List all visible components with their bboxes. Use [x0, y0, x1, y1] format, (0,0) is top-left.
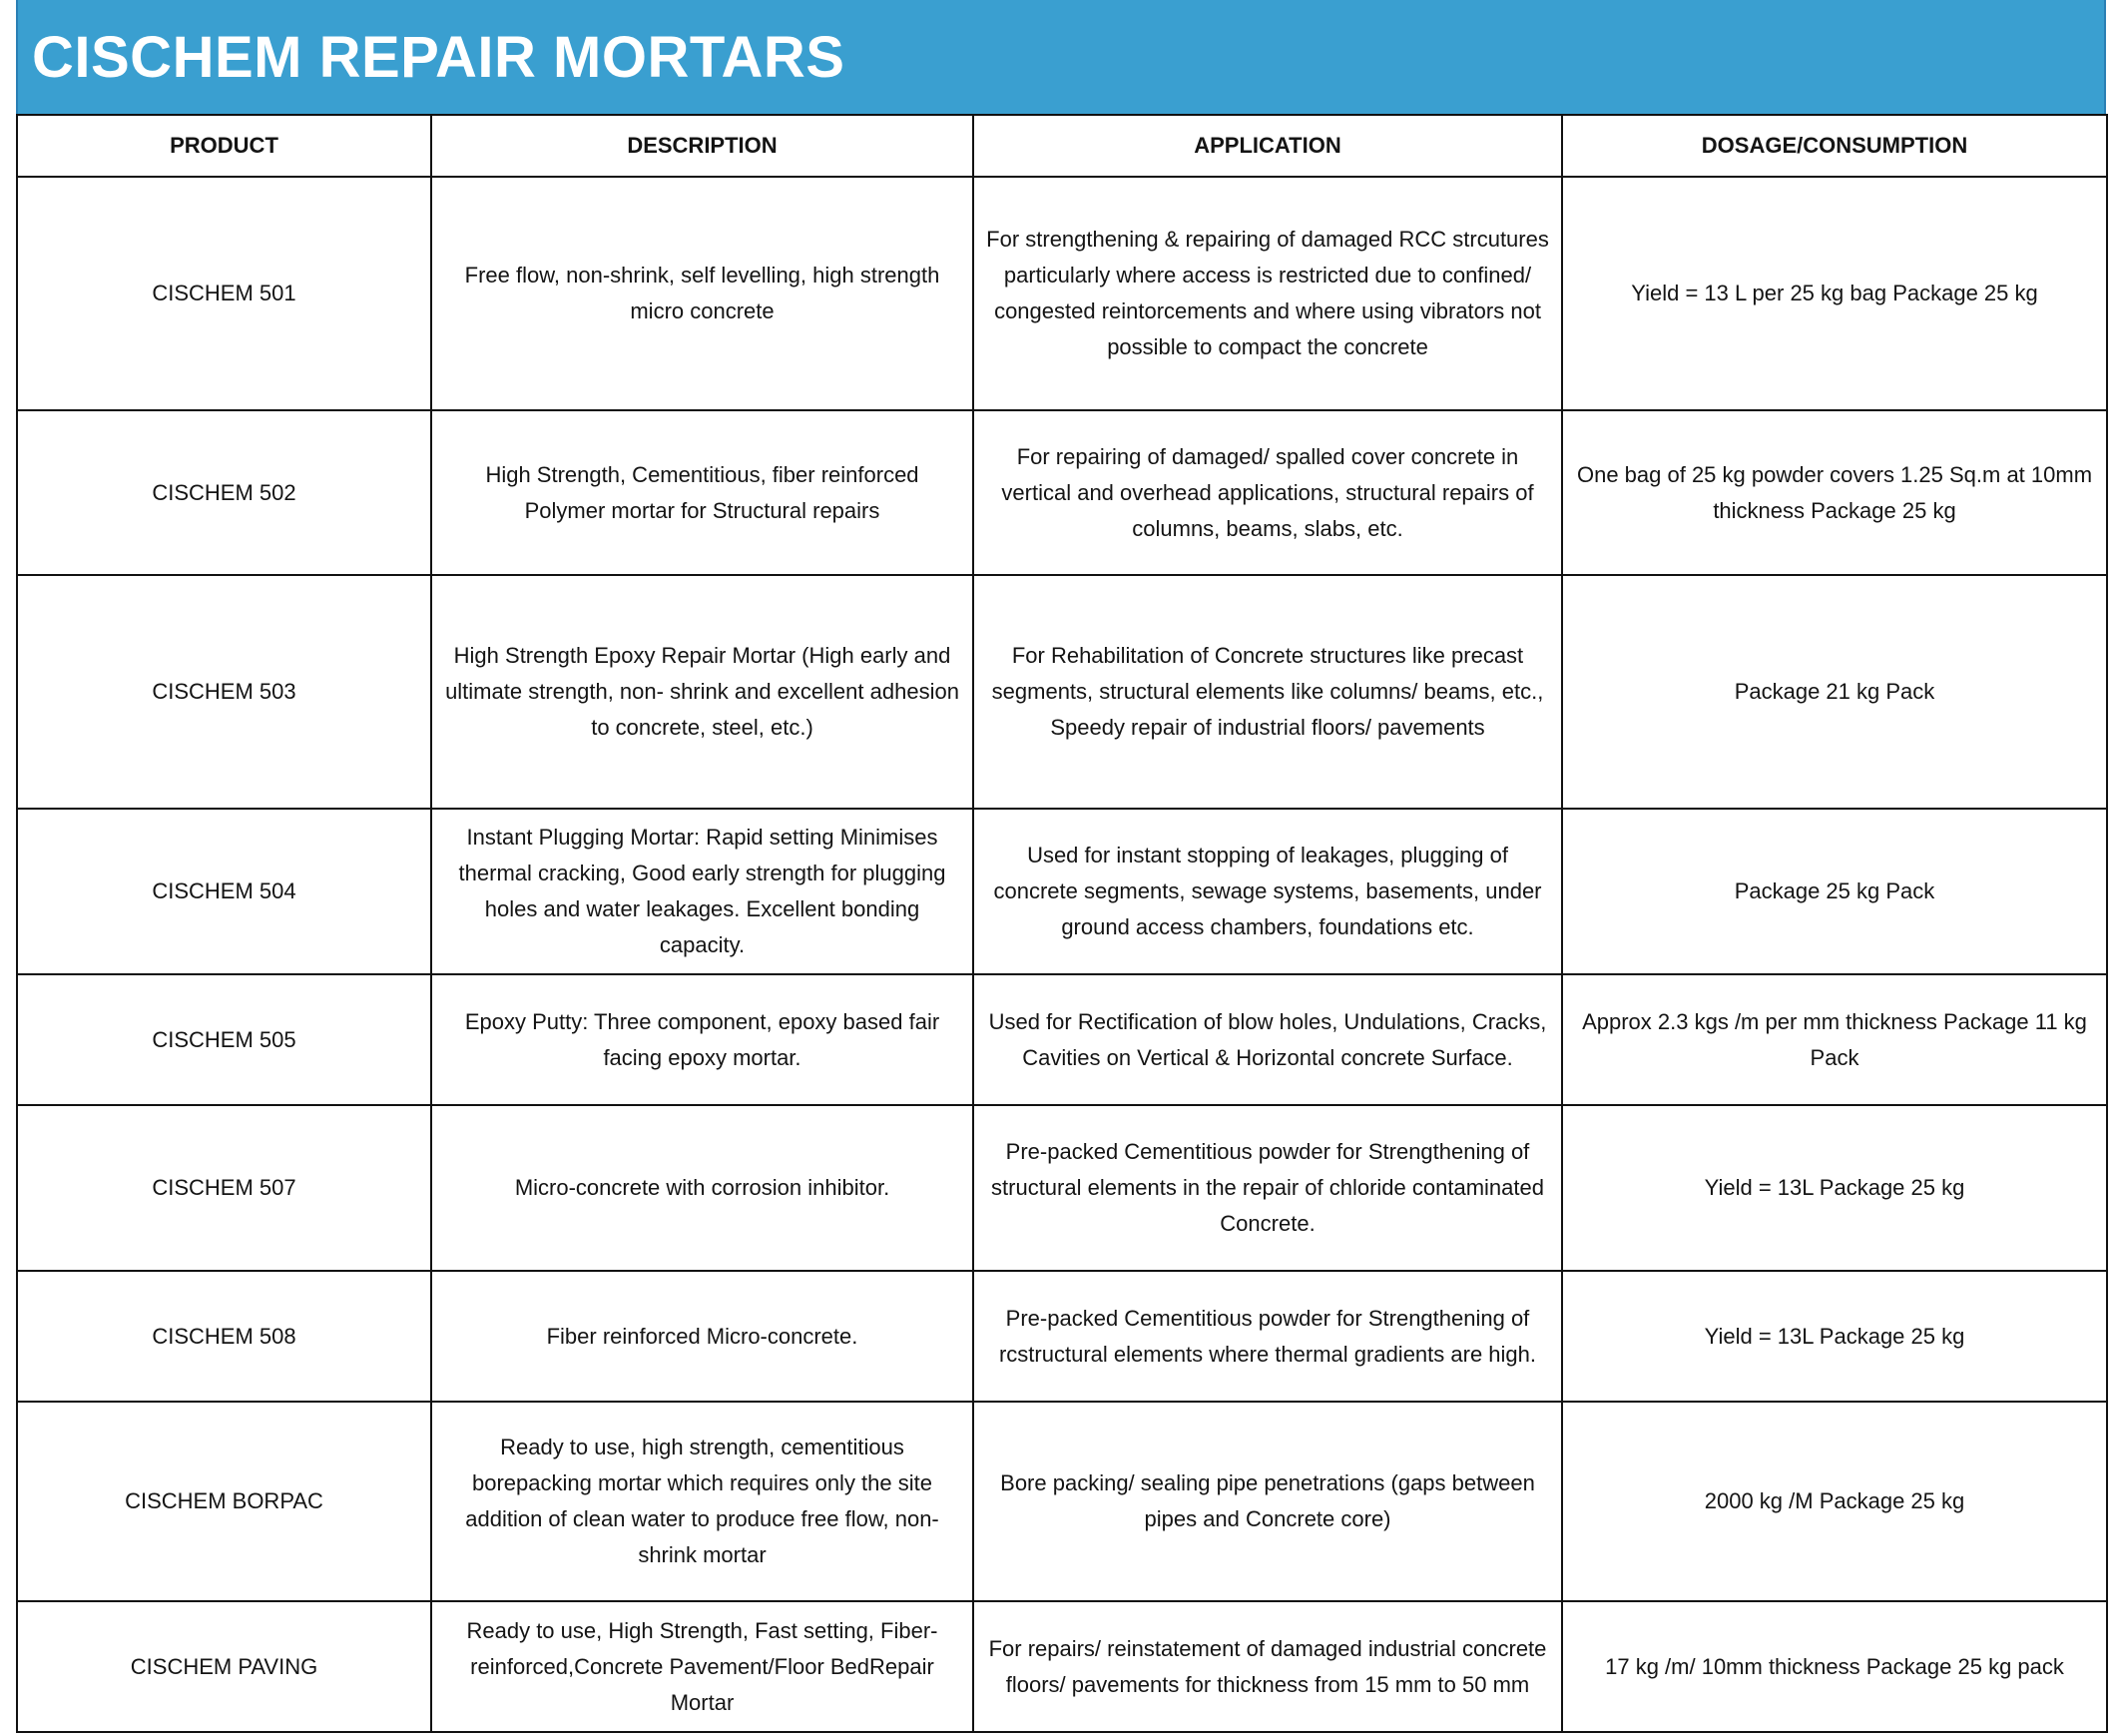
description-cell: Instant Plugging Mortar: Rapid setting Minimises thermal cracking, Good early strength for plugging holes and water leakages. Excellent bonding capacity.	[431, 809, 973, 974]
application-cell: Bore packing/ sealing pipe penetrations (gaps between pipes and Concrete core)	[973, 1402, 1562, 1601]
application-cell: For strengthening & repairing of damaged RCC strcutures particularly where access is restricted due to confined/ congested reintorcements and where using vibrators not possible to compact the concrete	[973, 177, 1562, 410]
column-header-description: DESCRIPTION	[431, 115, 973, 177]
description-cell: Epoxy Putty: Three component, epoxy based fair facing epoxy mortar.	[431, 974, 973, 1105]
description-cell: Ready to use, high strength, cementitious borepacking mortar which requires only the site addition of clean water to produce free flow, non-shrink mortar	[431, 1402, 973, 1601]
description-cell: Ready to use, High Strength, Fast setting, Fiber-reinforced,Concrete Pavement/Floor BedRepair Mortar	[431, 1601, 973, 1732]
product-cell: CISCHEM 502	[17, 410, 431, 575]
product-cell: CISCHEM 505	[17, 974, 431, 1105]
table-row	[17, 575, 2107, 809]
table-row	[17, 177, 2107, 410]
application-cell: For Rehabilitation of Concrete structures like precast segments, structural elements like columns/ beams, etc., Speedy repair of industrial floors/ pavements	[973, 575, 1562, 809]
dosage-cell: Yield = 13L Package 25 kg	[1562, 1271, 2107, 1402]
product-cell: CISCHEM 504	[17, 809, 431, 974]
table-row	[17, 809, 2107, 974]
product-cell: CISCHEM PAVING	[17, 1601, 431, 1732]
product-cell: CISCHEM 508	[17, 1271, 431, 1402]
dosage-cell: Package 21 kg Pack	[1562, 575, 2107, 809]
application-cell: Pre-packed Cementitious powder for Strengthening of rcstructural elements where thermal gradients are high.	[973, 1271, 1562, 1402]
column-header-application: APPLICATION	[973, 115, 1562, 177]
table-row	[17, 974, 2107, 1105]
product-cell: CISCHEM 501	[17, 177, 431, 410]
description-cell: High Strength, Cementitious, fiber reinforced Polymer mortar for Structural repairs	[431, 410, 973, 575]
application-cell: Used for instant stopping of leakages, plugging of concrete segments, sewage systems, basements, under ground access chambers, foundations etc.	[973, 809, 1562, 974]
application-cell: For repairing of damaged/ spalled cover concrete in vertical and overhead applications, structural repairs of columns, beams, slabs, etc.	[973, 410, 1562, 575]
title-banner	[16, 0, 2106, 114]
description-cell: Micro-concrete with corrosion inhibitor.	[431, 1105, 973, 1271]
table-row	[17, 1601, 2107, 1732]
product-cell: CISCHEM BORPAC	[17, 1402, 431, 1601]
table-row	[17, 1402, 2107, 1601]
description-cell: Free flow, non-shrink, self levelling, high strength micro concrete	[431, 177, 973, 410]
dosage-cell: Approx 2.3 kgs /m per mm thickness Package 11 kg Pack	[1562, 974, 2107, 1105]
dosage-cell: 2000 kg /M Package 25 kg	[1562, 1402, 2107, 1601]
application-cell: Pre-packed Cementitious powder for Strengthening of structural elements in the repair of chloride contaminated Concrete.	[973, 1105, 1562, 1271]
dosage-cell: One bag of 25 kg powder covers 1.25 Sq.m at 10mm thickness Package 25 kg	[1562, 410, 2107, 575]
description-cell: High Strength Epoxy Repair Mortar (High early and ultimate strength, non- shrink and excellent adhesion to concrete, steel, etc.)	[431, 575, 973, 809]
dosage-cell: 17 kg /m/ 10mm thickness Package 25 kg pack	[1562, 1601, 2107, 1732]
dosage-cell: Package 25 kg Pack	[1562, 809, 2107, 974]
dosage-cell: Yield = 13L Package 25 kg	[1562, 1105, 2107, 1271]
application-cell: Used for Rectification of blow holes, Undulations, Cracks, Cavities on Vertical & Horizontal concrete Surface.	[973, 974, 1562, 1105]
table-row	[17, 1105, 2107, 1271]
column-header-dosage: DOSAGE/CONSUMPTION	[1562, 115, 2107, 177]
table-row	[17, 1271, 2107, 1402]
table-header-row	[17, 115, 2107, 177]
product-cell: CISCHEM 503	[17, 575, 431, 809]
table-row	[17, 410, 2107, 575]
application-cell: For repairs/ reinstatement of damaged industrial concrete floors/ pavements for thickness from 15 mm to 50 mm	[973, 1601, 1562, 1732]
page-title: CISCHEM REPAIR MORTARS	[32, 24, 845, 90]
product-cell: CISCHEM 507	[17, 1105, 431, 1271]
products-table	[16, 114, 2108, 1733]
description-cell: Fiber reinforced Micro-concrete.	[431, 1271, 973, 1402]
dosage-cell: Yield = 13 L per 25 kg bag Package 25 kg	[1562, 177, 2107, 410]
column-header-product: PRODUCT	[17, 115, 431, 177]
